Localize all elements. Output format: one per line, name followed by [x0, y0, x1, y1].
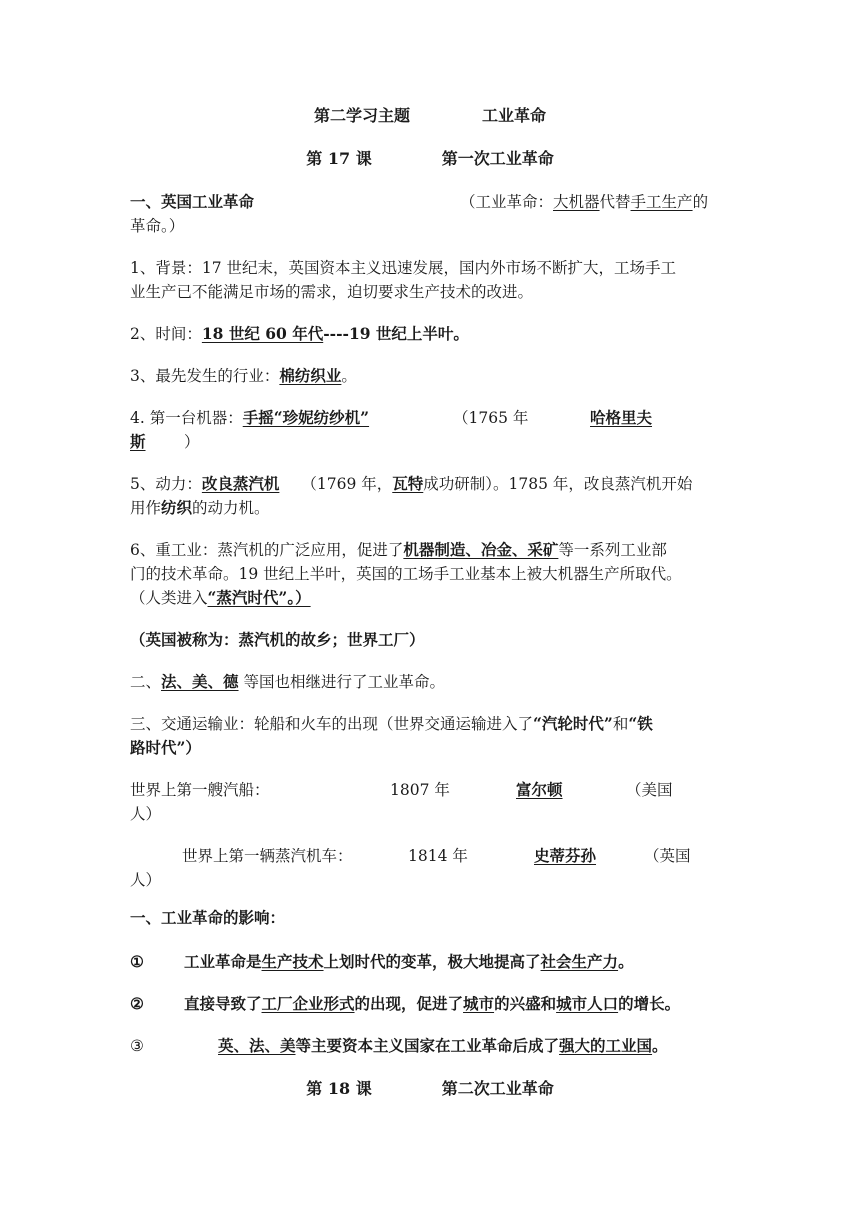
item5-rest: 成功研制）。1785 年，改良蒸汽机开始 [423, 475, 693, 493]
item6-line1 [130, 538, 730, 562]
definition [460, 190, 708, 214]
definition-handwork: 手工生产 [630, 193, 693, 211]
item5-line2 [130, 496, 730, 520]
impact-item2-factory: 工厂企业形式 [261, 994, 355, 1013]
item4-line2 [130, 430, 730, 454]
lesson18-heading [0, 1077, 860, 1101]
lesson18-number: 第 18 课 [306, 1079, 372, 1098]
item5-line2-post: 的动力机。 [192, 499, 270, 517]
impact-item1-number: ① [130, 952, 144, 971]
theme-topic: 工业革命 [482, 106, 547, 125]
impact-item3-end: 。 [652, 1036, 668, 1055]
section1-title-line [130, 190, 730, 214]
impact-item3 [130, 1034, 730, 1058]
item2-label: 2、时间： [130, 325, 202, 343]
item1-line2: 业生产已不能满足市场的需求，迫切要求生产技术的改进。 [130, 283, 534, 301]
section2-rest: 等国也相继进行了工业革命。 [238, 673, 445, 691]
impact-item3-countries: 英、法、美 [218, 1036, 296, 1055]
impact-item2 [130, 992, 730, 1016]
section3-pre: 三、交通运输业：轮船和火车的出现（世界交通运输进入了 [130, 715, 534, 733]
definition-suffix: 的 [692, 193, 709, 211]
impact-item2-text [184, 992, 680, 1016]
item6-line2: 门的技术革命。19 世纪上半叶，英国的工场手工业基本上被大机器生产所取代。 [130, 565, 682, 583]
impact-item2-population: 城市人口 [556, 994, 619, 1013]
item4-machine: 手摇“珍妮纺纱机” [242, 408, 370, 427]
impact-item2-pre: 直接导致了 [184, 994, 262, 1013]
definition-line2: 革命。） [130, 217, 185, 235]
item5-year: （1769 年， [301, 475, 393, 493]
impact-item2-city: 城市 [463, 994, 495, 1013]
item4-line1 [130, 406, 730, 430]
theme-heading [0, 104, 860, 128]
item2-line [130, 322, 730, 346]
theme-title: 第二学习主题 [313, 106, 410, 125]
item4-year: （1765 年 [453, 409, 529, 427]
item4-close: ） [184, 433, 200, 451]
section2-countries: 法、美、德 [161, 672, 239, 691]
item5-line2-pre: 用作 [130, 499, 162, 517]
impact-item2-end: 的增长。 [618, 994, 681, 1013]
item4-label: 4. 第一台机器： [130, 409, 243, 427]
impact-item1 [130, 950, 730, 974]
impact-item2-number: ② [130, 994, 144, 1013]
impact-item3-powers: 强大的工业国 [559, 1036, 653, 1055]
loco-inventor: 史蒂芬孙 [534, 846, 597, 865]
impact-item1-mid: 上划时代的变革，极大地提高了 [323, 952, 541, 971]
lesson17-number: 第 17 课 [306, 149, 372, 168]
item2-start-time: 18 世纪 60 年代 [201, 324, 324, 343]
item3-end: 。 [341, 367, 357, 385]
impact-item1-tech: 生产技术 [261, 952, 324, 971]
loco-line2: 人） [130, 871, 162, 889]
item5-textile: 纺织 [161, 498, 193, 517]
impact-item2-mid2: 的兴盛和 [494, 994, 557, 1013]
section2-number: 二、 [130, 673, 162, 691]
lesson17-name: 第一次工业革命 [441, 149, 554, 168]
item5-line1 [130, 472, 730, 496]
impact-item1-end: 。 [618, 952, 634, 971]
section3-steamship-age: “汽轮时代” [533, 714, 613, 733]
definition-big-machine: 大机器 [553, 193, 600, 211]
item1-line1: 1、背景：17 世纪末，英国资本主义迅速发展，国内外市场不断扩大，工场手工 [130, 259, 677, 277]
impact-item1-pre: 工业革命是 [184, 952, 262, 971]
ship-line2: 人） [130, 805, 162, 823]
impact-item3-number: ③ [130, 1037, 144, 1055]
item6-pre: 6、重工业：蒸汽机的广泛应用，促进了 [130, 541, 404, 559]
impact-item3-mid: 等主要资本主义国家在工业革命后成了 [295, 1036, 560, 1055]
definition-prefix: （工业革命： [460, 193, 554, 211]
impact-title: 一、工业革命的影响： [130, 908, 286, 927]
ship-year: 1807 年 [390, 781, 450, 799]
ship-line1 [130, 778, 730, 802]
definition-replace: 代替 [599, 193, 631, 211]
ship-nation: （美国 [626, 781, 673, 799]
item5-watt: 瓦特 [392, 474, 424, 493]
impact-item1-text [184, 950, 634, 974]
lesson18-name: 第二次工业革命 [441, 1079, 554, 1098]
item2-end-time: ----19 世纪上半叶。 [323, 324, 469, 343]
section3-railway-start: “铁 [628, 714, 653, 733]
impact-item3-text [218, 1034, 668, 1058]
item3-label: 3、最先发生的行业： [130, 367, 280, 385]
item3-industry: 棉纺织业 [279, 366, 342, 385]
impact-item2-mid1: 的出现，促进了 [354, 994, 464, 1013]
section3-line2: 路时代”） [130, 738, 201, 757]
item6-steam-age: “蒸汽时代”。） [207, 588, 311, 607]
item4-inventor-part1: 哈格里夫 [590, 408, 653, 427]
impact-item1-productivity: 社会生产力 [540, 952, 619, 971]
loco-nation: （英国 [644, 847, 691, 865]
item4-inventor-part2: 斯 [130, 432, 146, 451]
item5-engine: 改良蒸汽机 [201, 474, 280, 493]
england-note: （英国被称为：蒸汽机的故乡；世界工厂） [130, 630, 425, 649]
section3-and: 和 [612, 715, 629, 733]
section3-line1 [130, 712, 730, 736]
item6-line3-pre: （人类进入 [130, 589, 208, 607]
section1-title: 一、英国工业革命 [130, 192, 255, 211]
item6-line3 [130, 586, 730, 610]
item3-line [130, 364, 730, 388]
ship-label: 世界上第一艘汽船： [130, 781, 270, 799]
loco-label: 世界上第一辆蒸汽机车： [182, 847, 353, 865]
item6-post: 等一系列工业部 [558, 541, 667, 559]
ship-inventor: 富尔顿 [516, 780, 563, 799]
loco-year: 1814 年 [408, 847, 468, 865]
item6-industries: 机器制造、冶金、采矿 [403, 540, 559, 559]
lesson17-heading [0, 147, 860, 171]
item5-label: 5、动力： [130, 475, 202, 493]
section2-line [130, 670, 730, 694]
